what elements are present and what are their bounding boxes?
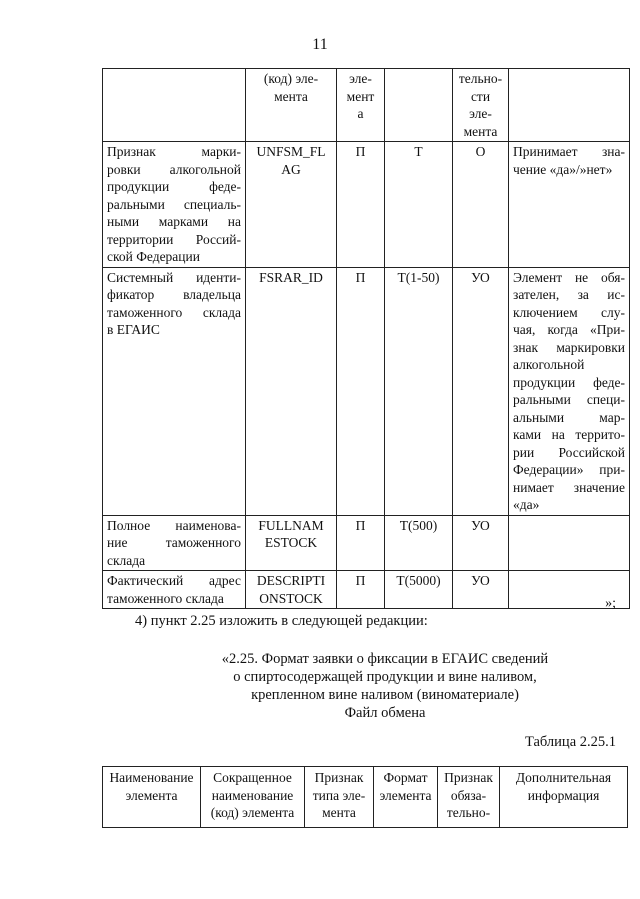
element-name-cell xyxy=(103,142,246,268)
text-line: Принимает зна- xyxy=(513,144,625,159)
text-line: элемента xyxy=(125,787,178,803)
text-line: Дополнительная xyxy=(515,770,612,785)
element-code-cell xyxy=(246,571,337,609)
text-line: (код) элемента xyxy=(210,805,295,820)
text-line: чение «да»/»нет» xyxy=(513,161,613,177)
text-line: зателен, за ис- xyxy=(513,287,625,302)
text-line: Признак марки- xyxy=(107,144,241,159)
section-heading xyxy=(190,650,580,722)
text-line: тельно- xyxy=(446,805,491,820)
text-line: DESCRIPTI xyxy=(256,573,326,588)
element-name-cell xyxy=(103,515,246,571)
text-line: Элемент не обя- xyxy=(513,269,625,285)
text-line: Системный иденти- xyxy=(107,269,241,285)
table-header-row xyxy=(103,767,628,828)
text-line: обяза- xyxy=(450,787,487,803)
text-line: Фактический адрес xyxy=(107,573,241,588)
text-line: мента xyxy=(322,805,356,820)
text-line: продукции феде- xyxy=(107,179,241,194)
text-line: в ЕГАИС xyxy=(107,322,160,337)
text-line: Сокращенное xyxy=(213,770,292,785)
element-format-cell: Т(500) xyxy=(385,515,453,571)
text-line: типа эле- xyxy=(312,787,366,803)
element-info-cell xyxy=(509,142,630,268)
text-line: ральными специаль- xyxy=(107,196,241,212)
text-line: наименование xyxy=(211,787,294,803)
element-info-cell xyxy=(509,515,630,571)
element-name-cell xyxy=(103,267,246,515)
table-row xyxy=(103,515,630,571)
text-line: FSRAR_ID xyxy=(259,269,323,285)
text-line: знак маркировки xyxy=(513,339,625,355)
text-line: информация xyxy=(527,787,600,803)
table-header-continuation-row xyxy=(103,69,630,142)
header-cell-short-name xyxy=(201,767,305,828)
header-cell xyxy=(385,69,453,142)
text-line: «да» xyxy=(513,497,540,512)
element-obligation-cell: УО xyxy=(453,515,509,571)
element-code-cell xyxy=(246,267,337,515)
element-obligation-cell: УО xyxy=(453,571,509,609)
header-cell xyxy=(509,69,630,142)
text-line: Признак xyxy=(444,770,493,785)
text-line: ской Федерации xyxy=(107,249,200,264)
format-table-2-25-1 xyxy=(102,766,628,828)
text-line: альными мар- xyxy=(513,409,625,425)
table-caption: Таблица 2.25.1 xyxy=(524,734,616,750)
element-type-cell: П xyxy=(337,515,385,571)
element-info-cell xyxy=(509,267,630,515)
table-row xyxy=(103,142,630,268)
text-line: эле- xyxy=(349,71,372,86)
text-line: ние таможенного xyxy=(107,535,241,550)
text-line: Наименование xyxy=(109,770,194,785)
text-line: Полное наименова- xyxy=(107,517,241,533)
amendment-clause: 4) пункт 2.25 изложить в следующей редакции: xyxy=(135,613,428,629)
header-cell-element-format xyxy=(374,767,438,828)
text-line: ключением слу- xyxy=(513,304,625,320)
text-line: эле- xyxy=(469,106,492,121)
text-line: продукции феде- xyxy=(513,374,625,390)
text-line: Признак xyxy=(314,770,364,785)
header-cell-obligation xyxy=(438,767,500,828)
text-line: фикатор владельца xyxy=(107,287,241,302)
element-obligation-cell: О xyxy=(453,142,509,268)
text-line: Формат xyxy=(383,770,428,785)
text-line: сти xyxy=(470,88,491,104)
text-line: ными марками на xyxy=(107,214,241,229)
text-line: крепленном вине наливом (виноматериале) xyxy=(251,687,519,703)
text-line: склада xyxy=(107,552,146,568)
element-obligation-cell: УО xyxy=(453,267,509,515)
text-line: ровки алкогольной xyxy=(107,161,241,177)
table-row xyxy=(103,267,630,515)
header-cell xyxy=(337,69,385,142)
text-line: ками на террито- xyxy=(513,427,625,442)
text-line: мент xyxy=(346,88,375,104)
text-line: ONSTOCK xyxy=(259,590,323,606)
text-line: Файл обмена xyxy=(344,705,426,721)
text-line: чая, когда «При- xyxy=(513,322,625,337)
header-cell-element-type xyxy=(305,767,374,828)
text-line: AG xyxy=(281,161,301,177)
text-line: алкогольной xyxy=(513,357,585,372)
closing-quote: »; xyxy=(605,596,616,611)
text-line: UNFSM_FL xyxy=(256,144,326,159)
text-line: мента xyxy=(463,123,498,139)
text-line: мента xyxy=(274,88,308,104)
element-format-cell: Т(5000) xyxy=(385,571,453,609)
element-type-cell: П xyxy=(337,571,385,609)
header-cell xyxy=(246,69,337,142)
text-line: таможенного склада xyxy=(107,304,241,320)
element-format-cell: Т xyxy=(385,142,453,268)
text-line: ральными специ- xyxy=(513,392,625,407)
text-line: о спиртосодержащей продукции и вине наливом, xyxy=(233,669,537,685)
header-cell xyxy=(103,69,246,142)
text-line: ESTOCK xyxy=(264,535,318,550)
element-code-cell xyxy=(246,515,337,571)
text-line: тельно- xyxy=(458,71,503,86)
text-line: территории Россий- xyxy=(107,231,241,247)
page-number: 11 xyxy=(312,36,328,53)
text-line: а xyxy=(357,106,364,121)
element-type-cell: П xyxy=(337,142,385,268)
text-line: нимает значение xyxy=(513,479,625,495)
element-code-cell xyxy=(246,142,337,268)
text-line: таможенного склада xyxy=(107,590,224,606)
header-cell-element-name xyxy=(103,767,201,828)
text-line: FULLNAM xyxy=(258,517,324,533)
text-line: Федерации» при- xyxy=(513,462,625,477)
text-line: элемента xyxy=(379,787,432,803)
elements-table-continued xyxy=(102,68,630,609)
text-line: рии Российской xyxy=(513,444,625,460)
element-format-cell: Т(1-50) xyxy=(385,267,453,515)
header-cell xyxy=(453,69,509,142)
text-line: «2.25. Формат заявки о фиксации в ЕГАИС сведений xyxy=(221,651,549,667)
element-type-cell: П xyxy=(337,267,385,515)
header-cell-additional-info xyxy=(500,767,628,828)
table-row xyxy=(103,571,630,609)
element-name-cell xyxy=(103,571,246,609)
text-line: (код) эле- xyxy=(263,71,319,86)
